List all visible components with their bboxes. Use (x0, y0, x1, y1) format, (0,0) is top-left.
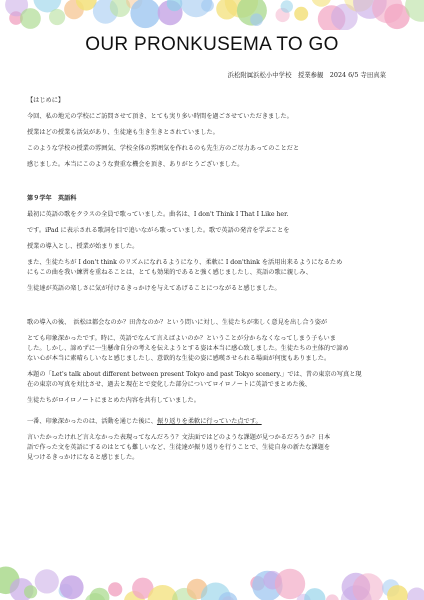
polka-dot-banner-top (0, 0, 424, 30)
para2-line: また、生徒たちが I don't think のリズムになれるようになり、柔軟に I don'think を活用出来るようになるため (27, 259, 343, 266)
document-body (27, 96, 399, 463)
intro-line: 授業はどの授業も活気があり、生徒達も生き生きとされていました。 (27, 129, 219, 136)
decorative-dot (281, 0, 293, 12)
para5-line: 語で作った文を英語にするのはとても難しいなど、生徒達が振り返りを行うことで、生徒自身の新たな課題を (27, 444, 331, 451)
decorative-dot (49, 9, 65, 25)
para3-line: ない心が本当に素晴らしいなと感じましたし、意欲的な生徒の姿に感嘆させられる場面が何度もありました。 (27, 355, 331, 362)
page-title: OUR PRONKUSEMA TO GO (85, 34, 339, 55)
para1-line: 授業の導入とし、授業が始まりました。 (27, 243, 139, 250)
intro-line: このような学校の授業の雰囲気、学校全体の雰囲気を作れるのも先生方のご尽力あってのことだと (27, 145, 300, 152)
decorative-dot (304, 588, 325, 600)
bottom-decoration (0, 564, 424, 600)
decorative-dot (24, 585, 37, 598)
decorative-dot (60, 575, 84, 599)
para3-line: した。しかし、諦めずに一生懸命自分の考えを伝えようとする姿は本当に感心致しました。生徒たちの主体的で諦め (27, 345, 349, 352)
decorative-dot (130, 0, 160, 28)
decorative-dot (250, 13, 263, 26)
decorative-dot (294, 7, 308, 21)
para4-text: 一番、印象深かったのは、活動を通じた後に、 (27, 418, 157, 425)
para1-line: 最初に英語の歌をクラスの全員で歌っていました。曲名は、I don't Think I That I Like her. (27, 211, 289, 218)
para2-line: 生徒達が英語の楽しさに気が付けるきっかけを与えてあげることにつながると感じました。 (27, 285, 281, 292)
byline: 浜松附属浜松小中学校 授業参観 2024 6/5 寺田真菜 (227, 71, 386, 79)
decorative-dot (326, 594, 339, 600)
para3-line: 歌の導入の後、 浜松は都会なのか？田舎なのか？という問いに対し、生徒たちが楽しく意見を出し合う姿が (27, 319, 328, 326)
para5-line: 言いたかったけれど言えなかった表現ってなんだろう？文法面ではどのような課題が見つかるだろうか？日本 (27, 434, 331, 441)
para1-line: です。iPad に表示される歌詞を目で追いながら歌っていました。歌で英語の発音を学ぶことを (27, 227, 290, 234)
decorative-dot (35, 569, 59, 593)
intro-line: 今回、私の地元の学校にご訪問させて頂き、とても実り多い時間を過ごさせていただきました。 (27, 113, 293, 120)
section-heading: 第９学年 英語科 (27, 195, 77, 202)
intro-label: 【はじめに】 (27, 97, 65, 104)
para3-line: 本題の「Let's talk about different between present Tokyo and past Tokyo scenery.」では、昔の東京の写真と現 (27, 371, 362, 378)
decorative-dot (90, 588, 110, 600)
decorative-dot (20, 8, 41, 29)
para3-line: とても印象深かったです。時に、英語でなんて言えばよいのか？ということが分からなくなってしまう子もいま (27, 335, 336, 342)
decorative-dot (108, 582, 122, 596)
para2-line: にもこの曲を我い練習を重ねることは、とても効果的であると強く感じましたし、英語の歌に親しみ、 (27, 269, 312, 276)
para4-underlined-text: 振り返りを柔軟に行っていた点です。 (156, 418, 262, 425)
polka-dot-banner-bottom (0, 564, 424, 600)
para3-line: 生徒たちがロイロノートにまとめた内容を共有していました。 (27, 397, 200, 404)
para4-line (27, 417, 399, 427)
decorative-dot (407, 588, 424, 600)
top-decoration (0, 0, 424, 30)
intro-line: 感じました。本当にこのような貴重な機会を頂き、ありがとうございました。 (27, 161, 244, 168)
para5-line: 見つけるきっかけになると感じました。 (27, 454, 139, 461)
para3-line: 在の東京の写真を対比させ、過去と現在とで変化した部分についてロイロノートに英語でまとめた後、 (27, 381, 311, 388)
